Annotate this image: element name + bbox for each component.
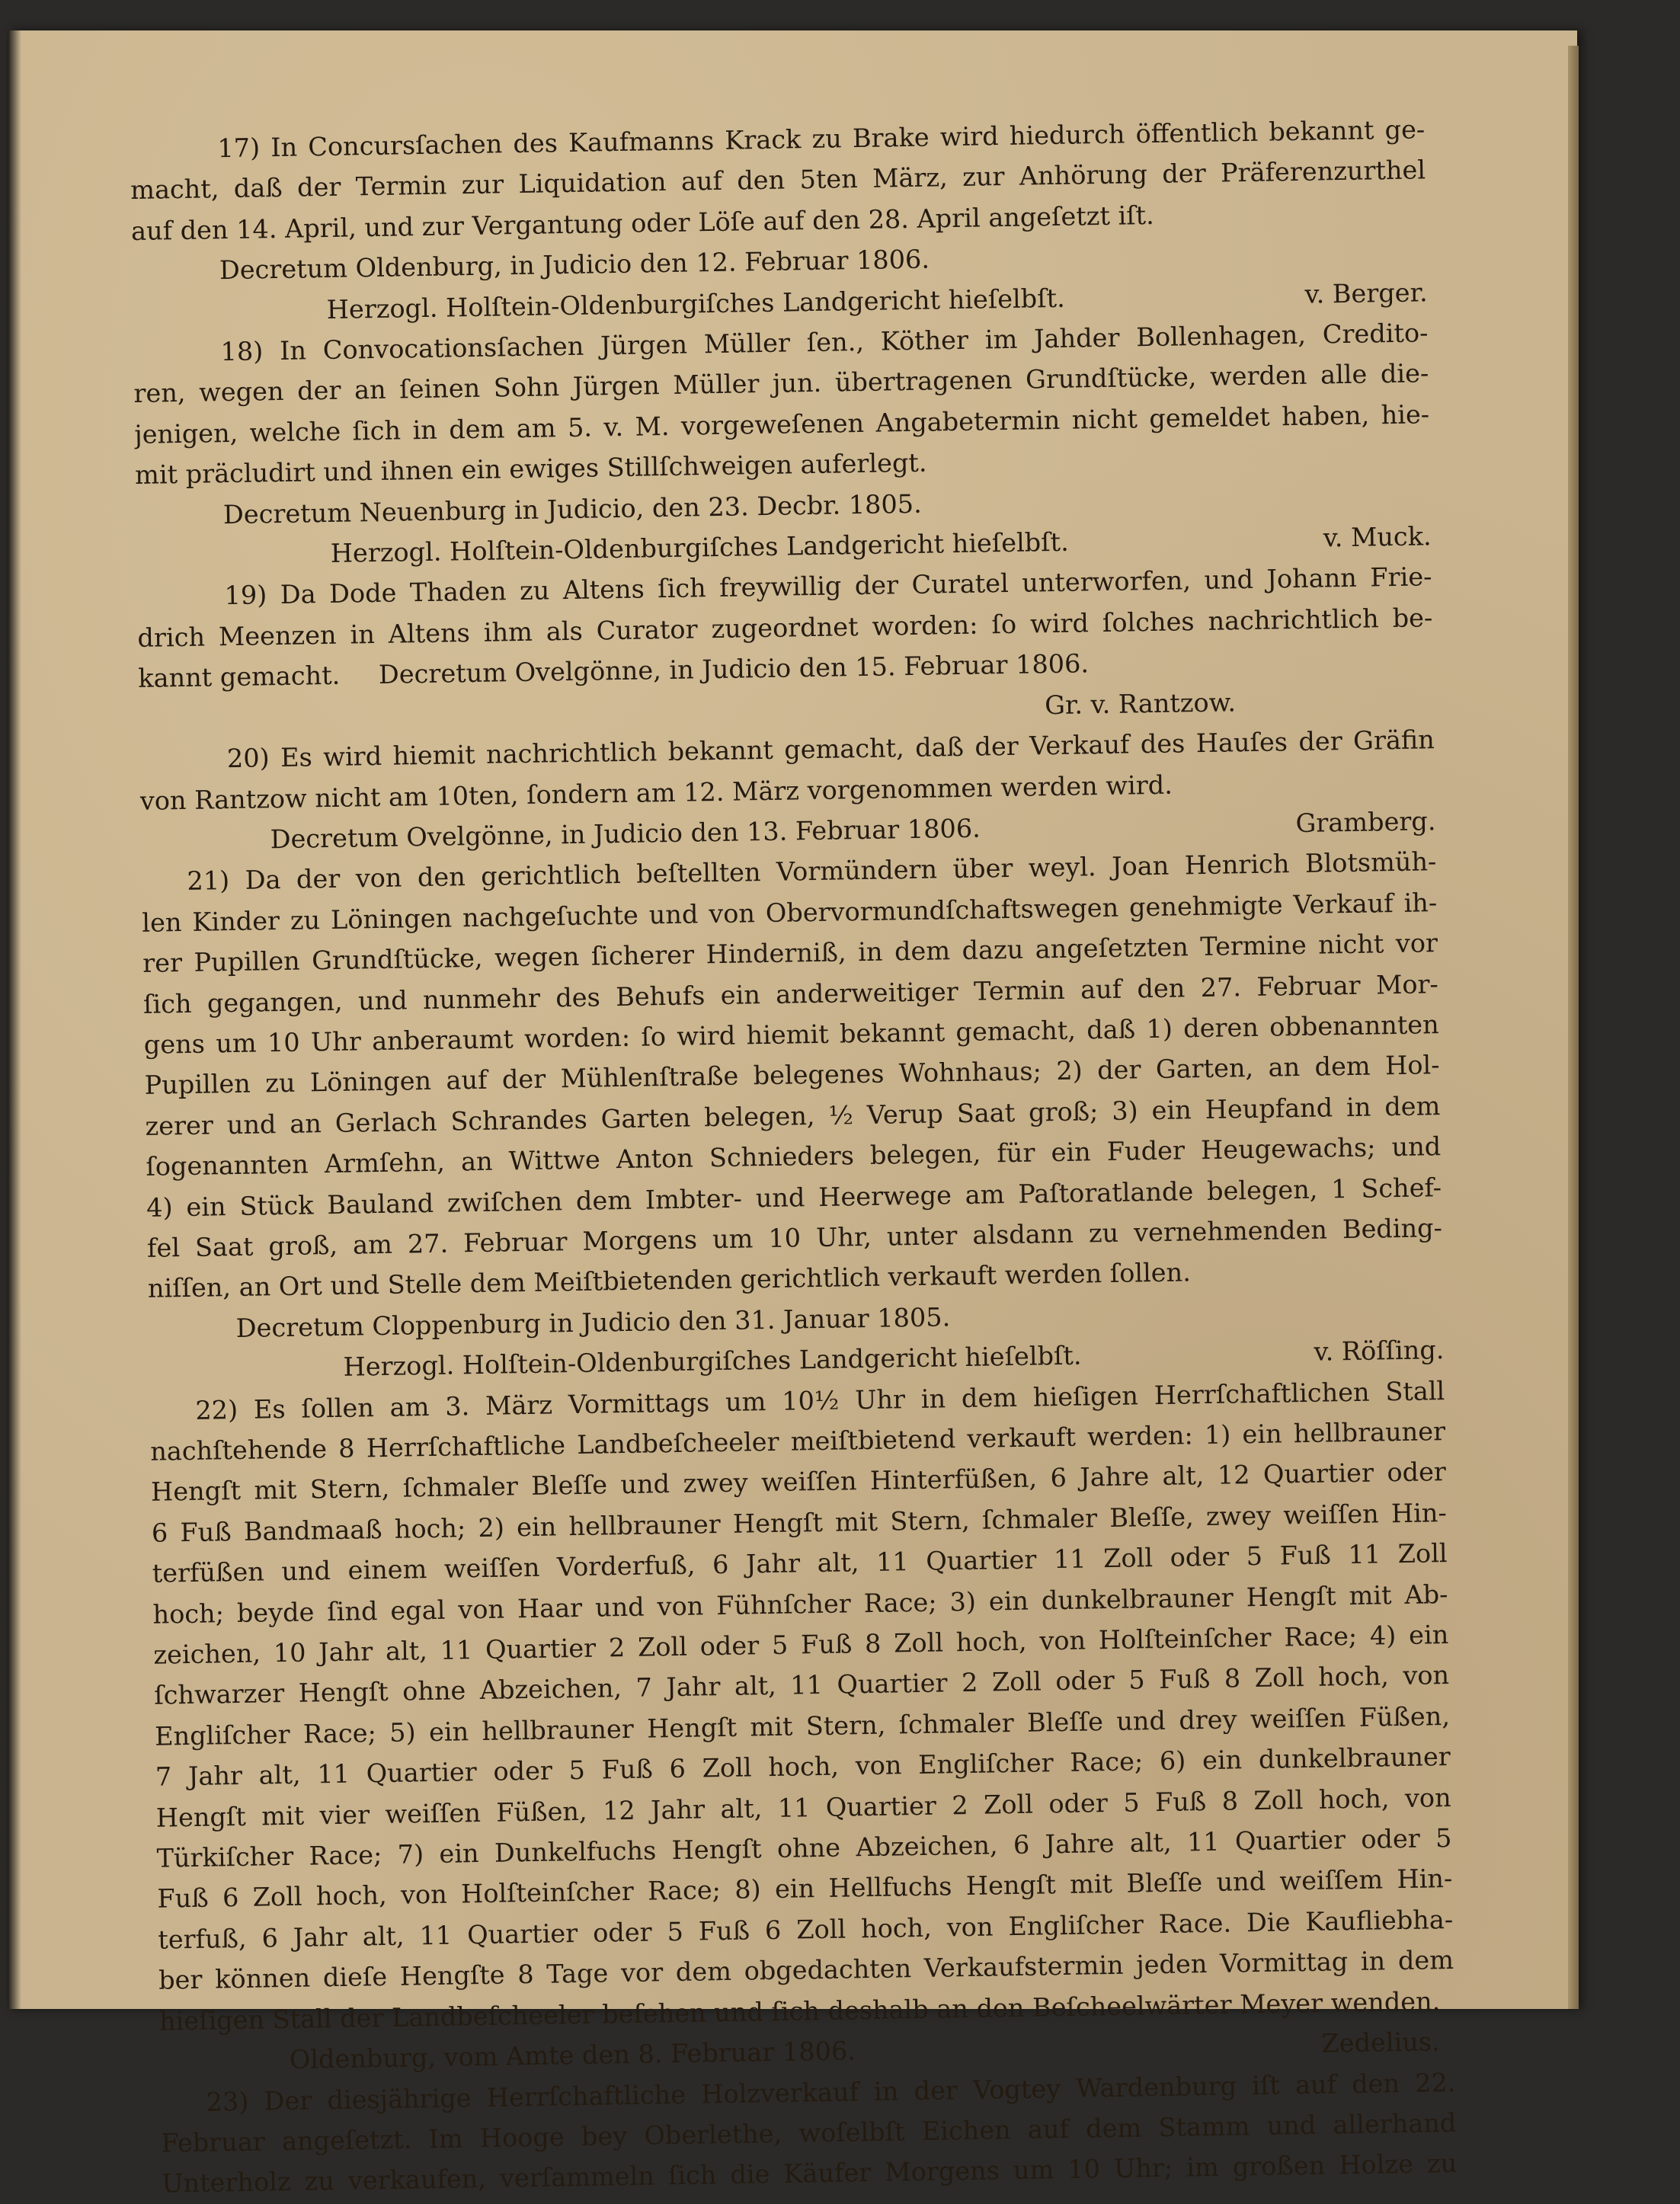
decree-line: Decretum Ovelgönne, in Judicio den 15. Februar 1806. xyxy=(378,648,1090,690)
judge-signature: v. Röſſing. xyxy=(1314,1335,1445,1367)
court-signature: Herzogl. Holſtein-Oldenburgiſches Landgericht hieſelbſt. xyxy=(330,526,1069,568)
binding-shadow xyxy=(8,30,21,2009)
text-line: jenigen, welche ſich in dem am 5. v. M. vorgeweſenen Angabetermin nicht gemeldet haben, hie- xyxy=(133,399,1430,449)
judge-signature: Gr. v. Rantzow. xyxy=(1044,686,1237,720)
text-line: ren, wegen der an ſeinen Sohn Jürgen Müller jun. übertragenen Grundſtücke, werden alle die- xyxy=(133,358,1429,409)
document-text xyxy=(130,109,1458,2204)
text-line: 7 Jahr alt, 11 Quartier oder 5 Fuß 6 Zoll hoch, von Engliſcher Race; 6) ein dunkelbrauner xyxy=(155,1742,1451,1792)
text-line: von Rantzow nicht am 10ten, ſondern am 12. März vorgenommen werden wird. xyxy=(139,769,1173,816)
text-line: terfüßen und einem weiſſen Vorderfuß, 6 Jahr alt, 11 Quartier 11 Zoll oder 5 Fuß 11 Zoll xyxy=(152,1538,1448,1588)
text-line: macht, daß der Termin zur Liquidation auf den 5ten März, zur Anhörung der Präferenzurthel xyxy=(130,155,1426,206)
text-line: ſogenannten Armſehn, an Wittwe Anton Schnieders belegen, für ein Fuder Heugewachs; und xyxy=(146,1131,1442,1182)
court-signature: Herzogl. Holſtein-Oldenburgiſches Landgericht hieſelbſt. xyxy=(326,283,1065,325)
text-line: fel Saat groß, am 27. Februar Morgens um 10 Uhr, unter alsdann zu vernehmenden Beding- xyxy=(146,1213,1443,1263)
text-line: auf den 14. April, und zur Vergantung oder Löſe auf den 28. April angeſetzt iſt. xyxy=(130,200,1155,246)
text-line: 6 Fuß Bandmaaß hoch; 2) ein hellbrauner Hengſt mit Stern, ſchmaler Bleſſe, zwey weiſſen Hin- xyxy=(151,1497,1448,1548)
decree-line: Decretum Ovelgönne, in Judicio den 13. Februar 1806. xyxy=(270,813,981,855)
text-line: 22) Es ſollen am 3. März Vormittags um 10½ Uhr in dem hieſigen Herrſchaftlichen Stall xyxy=(195,1375,1445,1425)
text-line: len Kinder zu Löningen nachgeſuchte und von Obervormundſchaftswegen genehmigte Verkauf ih- xyxy=(142,887,1438,938)
text-line: 17) In Concursſachen des Kaufmanns Krack zu Brake wird hiedurch öffentlich bekannt ge- xyxy=(217,114,1426,164)
text-line: zerer und an Gerlach Schrandes Garten belegen, ½ Verup Saat groß; 3) ein Heupfand in dem xyxy=(145,1090,1441,1141)
text-line: hieſigen Stall der Landbeſcheeler beſehen und ſich deshalb an den Beſcheelwärter Meyer wenden. xyxy=(158,1985,1441,2036)
text-line: kannt gemacht. xyxy=(138,661,341,694)
text-line: ſich gegangen, und nunmehr des Behufs ein anderweitiger Termin auf den 27. Februar Mor- xyxy=(142,968,1439,1019)
court-signature: Herzogl. Holſtein-Oldenburgiſches Landgericht hieſelbſt. xyxy=(343,1340,1082,1382)
text-line: zeichen, 10 Jahr alt, 11 Quartier 2 Zoll oder 5 Fuß 8 Zoll hoch, von Holſteinſcher Race; 4) ein xyxy=(153,1620,1449,1670)
text-line: 19) Da Dode Thaden zu Altens ſich freywillig der Curatel unterworfen, und Johann Frie- xyxy=(224,561,1432,611)
text-line: Fuß 6 Zoll hoch, von Holſteinſcher Race; 8) ein Hellfuchs Hengſt mit Bleſſe und weiſſem Hin- xyxy=(157,1863,1453,1915)
decree-line: Decretum Neuenburg in Judicio, den 23. Decbr. 1805. xyxy=(222,488,923,529)
text-line: drich Meenzen in Altens ihm als Curator zugeordnet worden: ſo wird ſolches nachrichtlich be- xyxy=(137,603,1433,653)
text-line: 23) Der diesjährige Herrſchaftliche Holzverkauf in der Vogtey Wardenburg iſt auf den 22. xyxy=(206,2067,1456,2117)
text-line: niſſen, an Ort und Stelle dem Meiſtbietenden gerichtlich verkauft werden ſollen. xyxy=(147,1257,1192,1304)
text-line: gens um 10 Uhr anberaumt worden: ſo wird hiemit bekannt gemacht, daß 1) deren obbenannten xyxy=(143,1009,1439,1060)
judge-signature: v. Muck. xyxy=(1323,521,1432,553)
page-edge xyxy=(1568,46,1579,2009)
text-line: Türkiſcher Race; 7) ein Dunkelfuchs Hengſt ohne Abzeichen, 6 Jahre alt, 11 Quartier oder 5 xyxy=(156,1823,1452,1873)
judge-signature: v. Berger. xyxy=(1304,277,1428,309)
text-line: nachſtehende 8 Herrſchaftliche Landbeſcheeler meiſtbietend verkauft werden: 1) ein hellbrauner xyxy=(149,1416,1446,1467)
text-line: ſchwarzer Hengſt ohne Abzeichen, 7 Jahr alt, 11 Quartier 2 Zoll oder 5 Fuß 8 Zoll hoch, von xyxy=(153,1660,1450,1711)
text-line: 18) In Convocationsſachen Jürgen Müller ſen., Köther im Jahder Bollenhagen, Credito- xyxy=(220,318,1429,367)
text-line: terfuß, 6 Jahr alt, 11 Quartier oder 5 Fuß 6 Zoll hoch, von Engliſcher Race. Die Kaufliebha- xyxy=(158,1904,1454,1955)
text-line: Engliſcher Race; 5) ein hellbrauner Hengſt mit Stern, ſchmaler Bleſſe und drey weiſſen Füßen, xyxy=(154,1700,1451,1751)
decree-line: Oldenburg, vom Amte den 8. Februar 1806. xyxy=(289,2036,856,2075)
text-line: 20) Es wird hiemit nachrichtlich bekannt gemacht, daß der Verkauf des Hauſes der Gräfin xyxy=(226,725,1435,774)
text-line: rer Pupillen Grundſtücke, wegen ſicherer Hinderniß, in dem dazu angeſetzten Termine nicht vor xyxy=(142,928,1438,978)
text-line: Pupillen zu Löningen auf der Mühlenſtraße belegenes Wohnhaus; 2) der Garten, an dem Hol- xyxy=(144,1050,1440,1101)
text-line: Hengſt mit vier weiſſen Füßen, 12 Jahr alt, 11 Quartier 2 Zoll oder 5 Fuß 8 Zoll hoch, von xyxy=(155,1782,1451,1833)
judge-signature: Gramberg. xyxy=(1295,806,1436,838)
decree-line: Decretum Oldenburg, in Judicio den 12. Februar 1806. xyxy=(219,244,930,286)
text-line: Februar angeſetzt. Im Hooge bey Oberlethe, woſelbſt Eichen auf dem Stamm und allerhand xyxy=(161,2107,1457,2158)
text-line: mit präcludirt und ihnen ein ewiges Stillſchweigen auferlegt. xyxy=(134,447,927,491)
text-line: 4) ein Stück Bauland zwiſchen dem Imbter- und Heerwege am Paſtoratlande belegen, 1 Schef- xyxy=(146,1172,1442,1223)
text-line: 21) Da der von den gerichtlich beſtellten Vormündern über weyl. Joan Henrich Blotsmüh- xyxy=(187,846,1437,897)
decree-line: Decretum Cloppenburg in Judicio den 31. Januar 1805. xyxy=(235,1302,951,1343)
text-line: Hengſt mit Stern, ſchmaler Bleſſe und zwey weiſſen Hinterfüßen, 6 Jahre alt, 12 Quartier oder xyxy=(150,1457,1447,1508)
text-line: hoch; beyde ſind egal von Haar und von Fühnſcher Race; 3) ein dunkelbrauner Hengſt mit Ab- xyxy=(152,1579,1448,1630)
text-line: Unterholz zu verkaufen, verſammeln ſich die Käufer Morgens um 10 Uhr; im großen Holze zu xyxy=(162,2148,1458,2199)
text-line: ber können dieſe Hengſte 8 Tage vor dem obgedachten Verkaufstermin jeden Vormittag in dem xyxy=(158,1945,1454,1995)
official-signature: Zedelius. xyxy=(1321,2026,1440,2058)
